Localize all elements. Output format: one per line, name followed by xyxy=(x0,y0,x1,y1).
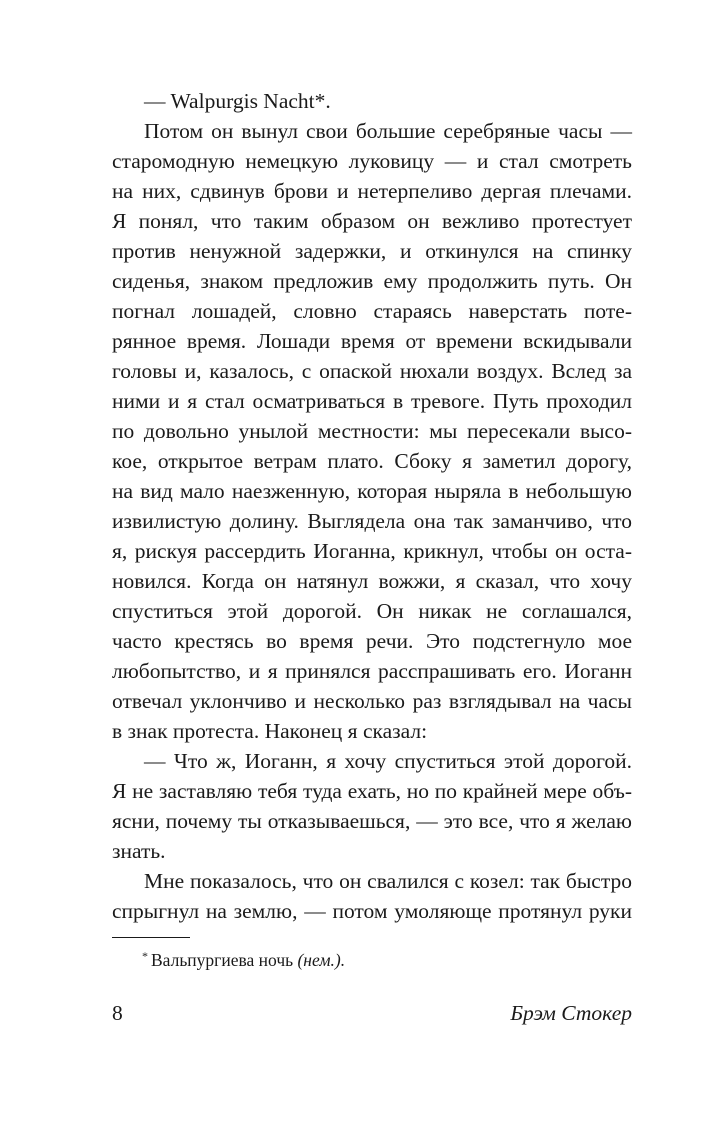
text-line: — Walpurgis Nacht*. xyxy=(144,89,331,113)
text-line: старомодную немецкую луковицу — и стал смотреть xyxy=(112,149,632,173)
text-line: в знак протеста. Наконец я сказал: xyxy=(112,719,428,743)
text-line: головы и, казалось, с опаской нюхали воздух. Вслед за xyxy=(112,359,632,383)
text-line: кое, открытое ветрам плато. Сбоку я заметил дорогу, xyxy=(112,449,632,473)
text-line: спрыгнул на землю, — потом умоляюще протянул руки xyxy=(112,899,632,923)
text-line: часто крестясь во время речи. Это подстегнуло мое xyxy=(112,629,632,653)
text-line: Я не заставляю тебя туда ехать, но по крайней мере объ- xyxy=(112,779,632,803)
text-line: я, рискуя рассердить Иоганна, крикнул, чтобы он оста- xyxy=(112,539,632,563)
text-line: Мне показалось, что он свалился с козел: так быстро xyxy=(144,869,632,893)
running-footer-author: Брэм Стокер xyxy=(510,1001,632,1025)
page-number: 8 xyxy=(112,1001,123,1025)
footnote xyxy=(142,943,345,973)
text-line: знать. xyxy=(112,839,166,863)
text-line: новился. Когда он натянул вожжи, я сказал, что хочу xyxy=(112,569,632,593)
text-line: ясни, почему ты отказываешься, — это все, что я желаю xyxy=(112,809,632,833)
text-line: извилистую долину. Выглядела она так заманчиво, что xyxy=(112,509,632,533)
text-line: погнал лошадей, словно стараясь наверстать поте- xyxy=(112,299,632,323)
text-line: любопытство, и я принялся расспрашивать его. Иоганн xyxy=(112,659,632,683)
text-line: рянное время. Лошади время от времени вскидывали xyxy=(112,329,632,353)
book-page xyxy=(112,0,632,1122)
text-line: — Что ж, Иоганн, я хочу спуститься этой дорогой. xyxy=(144,749,632,773)
text-line: на вид мало наезженную, которая ныряла в небольшую xyxy=(112,479,632,503)
footnote-language-note: (нем.). xyxy=(297,950,346,970)
text-line: Я понял, что таким образом он вежливо протестует xyxy=(112,209,632,233)
text-line: против ненужной задержки, и откинулся на спинку xyxy=(112,239,632,263)
text-line: ними и я стал осматриваться в тревоге. Путь проходил xyxy=(112,389,632,413)
footnote-divider xyxy=(112,937,190,938)
text-line: Потом он вынул свои большие серебряные часы — xyxy=(144,119,632,143)
footnote-marker: * xyxy=(142,949,148,963)
text-line: сиденья, знаком предложив ему продолжить путь. Он xyxy=(112,269,632,293)
footnote-text: Вальпургиева ночь xyxy=(151,950,294,970)
text-line: спуститься этой дорогой. Он никак не соглашался, xyxy=(112,599,632,623)
text-line: отвечал уклончиво и несколько раз взглядывал на часы xyxy=(112,689,632,713)
text-line: на них, сдвинув брови и нетерпеливо дергая плечами. xyxy=(112,179,632,203)
text-line: по довольно унылой местности: мы пересекали высо- xyxy=(112,419,632,443)
